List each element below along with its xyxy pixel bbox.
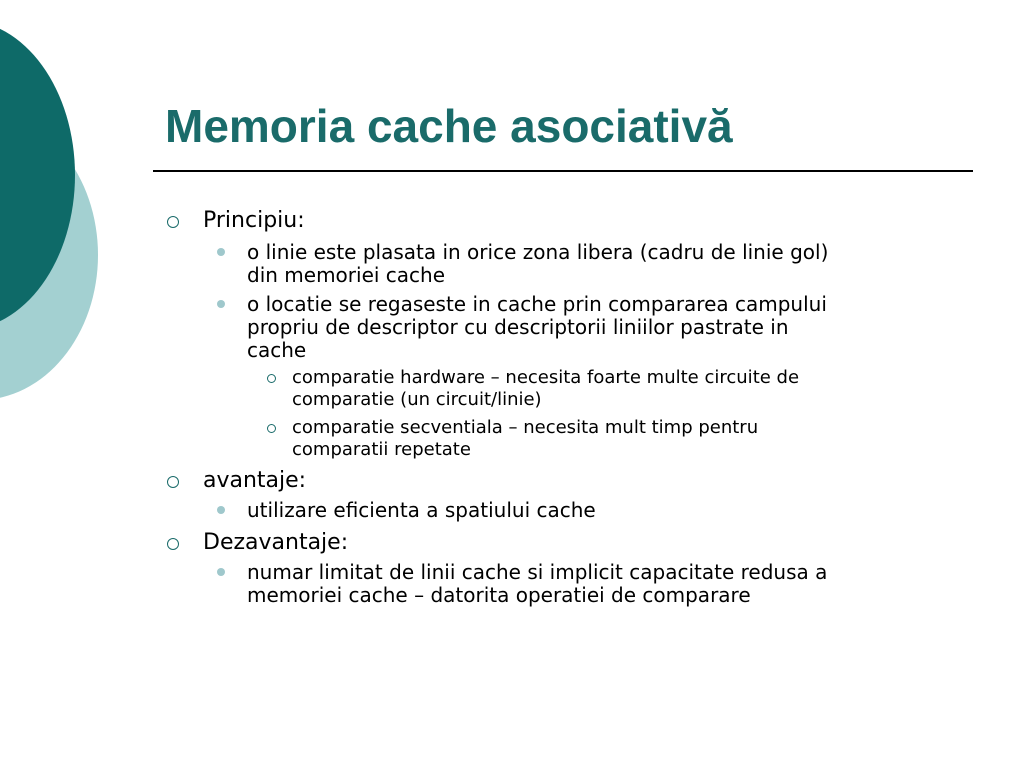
small-hollow-circle-bullet-icon [267, 424, 276, 433]
sub-list-item-text: comparatie hardware – necesita foarte multe circuite de [292, 367, 800, 388]
sub-list-item-text: comparatii repetate [292, 439, 471, 460]
list-item-text: memoriei cache – datorita operatiei de comparare [247, 583, 751, 607]
section-label: avantaje: [203, 468, 307, 493]
hollow-circle-bullet-icon [167, 538, 179, 550]
dot-bullet-icon [217, 248, 225, 256]
dot-bullet-icon [217, 568, 225, 576]
slide-title: Memoria cache asociativă [165, 100, 733, 152]
list-item-text: cache [247, 338, 307, 362]
list-item-text: utilizare eficienta a spatiului cache [247, 498, 596, 522]
section-label: Principiu: [203, 208, 305, 233]
small-hollow-circle-bullet-icon [267, 374, 276, 383]
list-item-text: o linie este plasata in orice zona libera (cadru de linie gol) [247, 240, 829, 264]
hollow-circle-bullet-icon [167, 476, 179, 488]
hollow-circle-bullet-icon [167, 216, 179, 228]
sub-list-item-text: comparatie (un circuit/linie) [292, 389, 542, 410]
list-item-text: propriu de descriptor cu descriptorii liniilor pastrate in [247, 315, 789, 339]
list-item-text: din memoriei cache [247, 263, 446, 287]
list-item-text: o locatie se regaseste in cache prin compararea campului [247, 292, 827, 316]
dot-bullet-icon [217, 300, 225, 308]
list-item-text: numar limitat de linii cache si implicit capacitate redusa a [247, 560, 828, 584]
dot-bullet-icon [217, 506, 225, 514]
sub-list-item-text: comparatie secventiala – necesita mult timp pentru [292, 417, 759, 438]
section-label: Dezavantaje: [203, 530, 349, 555]
